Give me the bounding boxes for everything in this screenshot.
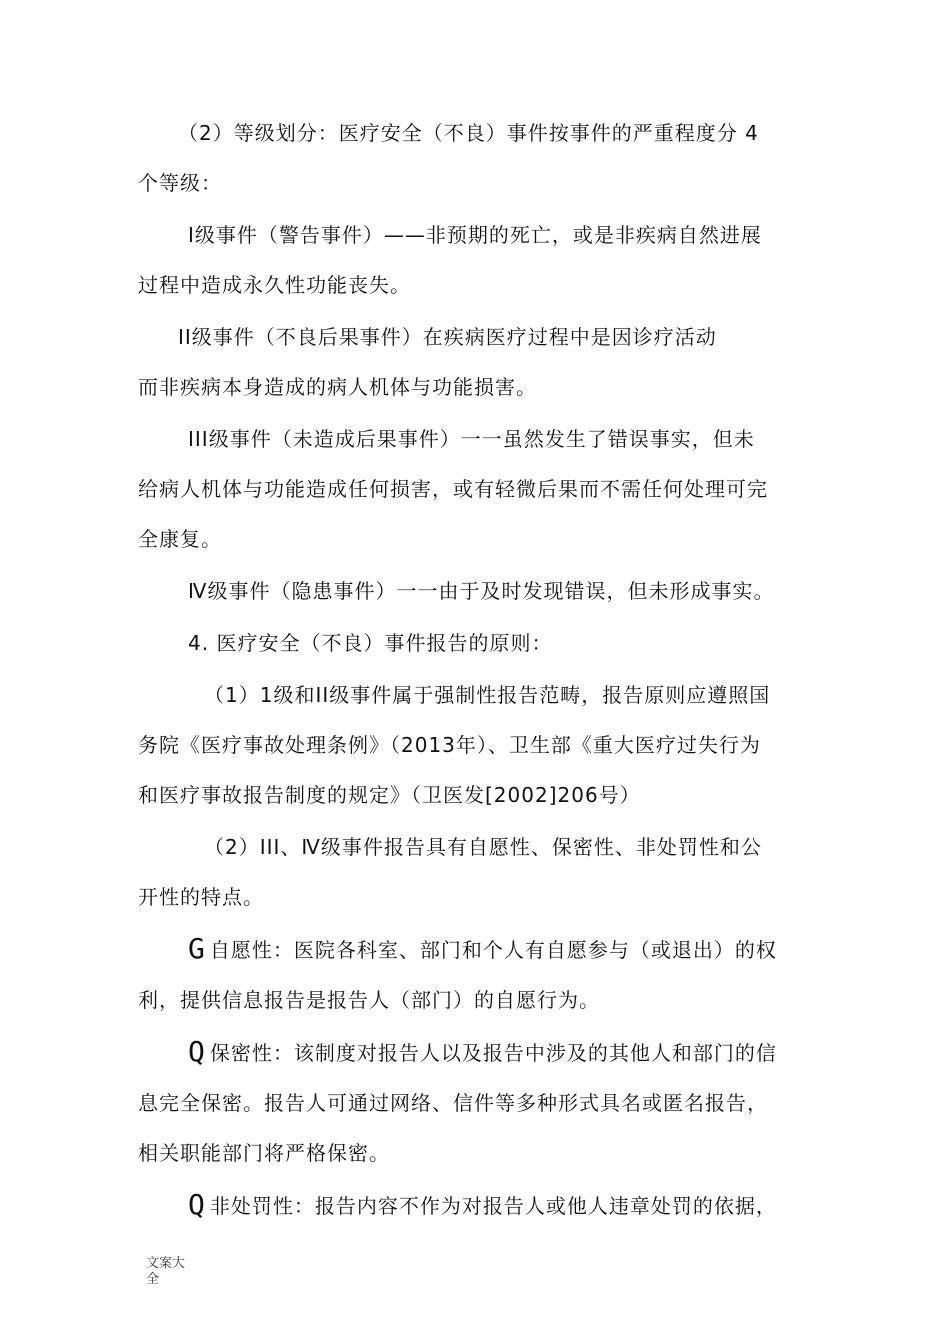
text-line <box>138 1027 818 1078</box>
paragraph-level-3 <box>138 414 818 564</box>
page-footer <box>146 1256 196 1288</box>
paragraph-level-4 <box>138 566 818 616</box>
bullet-marker: G <box>188 932 206 965</box>
document-body <box>138 108 818 1233</box>
paragraph-level-2 <box>138 312 818 412</box>
text-line: Ⅰ级事件（警告事件）——非预期的死亡，或是非疾病自然进展 <box>188 223 762 247</box>
paragraph-grading <box>138 108 818 208</box>
text-line: ⅠⅠⅠ级事件（未造成后果事件）一一虽然发生了错误事实，但未 <box>188 427 755 451</box>
text-line: 而非疾病本身造成的病人机体与功能损害。 <box>138 375 537 399</box>
bullet-marker: Q <box>188 1188 206 1221</box>
text-line: （2）ⅠⅠⅠ、Ⅳ级事件报告具有自愿性、保密性、非处罚性和公 <box>204 835 762 859</box>
paragraph-level-1 <box>138 210 818 310</box>
text-line: 非处罚性：报告内容不作为对报告人或他人违章处罚的依据， <box>209 1194 777 1218</box>
text-line <box>138 924 818 975</box>
paragraph-mandatory-reporting <box>138 670 818 820</box>
text-line: Ⅳ级事件（隐患事件）一一由于及时发现错误，但未形成事实。 <box>188 579 775 603</box>
text-line: 利，提供信息报告是报告人（部门）的自愿行为。 <box>138 988 600 1012</box>
text-line: 自愿性：医院各科室、部门和个人有自愿参与（或退出）的权 <box>209 938 777 962</box>
text-line: 保密性：该制度对报告人以及报告中涉及的其他人和部门的信 <box>209 1041 777 1065</box>
bullet-marker: Q <box>188 1035 206 1068</box>
text-line: （1）1级和ⅠⅠ级事件属于强制性报告范畴，报告原则应遵照国 <box>204 683 771 707</box>
text-line: 全康复。 <box>138 527 222 551</box>
text-line: 给病人机体与功能造成任何损害，或有轻微后果而不需任何处理可完 <box>138 477 768 501</box>
footer-line: 全 <box>146 1272 160 1287</box>
text-line: 相关职能部门将严格保密。 <box>138 1141 390 1165</box>
text-line: 个等级： <box>138 171 222 195</box>
text-line <box>138 1180 818 1231</box>
text-line: 开性的特点。 <box>138 885 264 909</box>
paragraph-voluntary-reporting <box>138 822 818 922</box>
paragraph-voluntariness <box>138 924 818 1025</box>
section-heading: 4. 医疗安全（不良）事件报告的原则： <box>188 631 553 655</box>
text-line: ⅠⅠ级事件（不良后果事件）在疾病医疗过程中是因诊疗活动 <box>178 325 717 349</box>
text-line: 息完全保密。报告人可通过网络、信件等多种形式具名或匿名报告， <box>138 1091 768 1115</box>
text-line: （2）等级划分：医疗安全（不良）事件按事件的严重程度分 4 <box>178 121 759 145</box>
paragraph-confidentiality <box>138 1027 818 1178</box>
paragraph-non-punitive <box>138 1180 818 1231</box>
text-line: 和医疗事故报告制度的规定》（卫医发[2002]206号） <box>138 783 641 807</box>
footer-line: 文案大 <box>146 1256 186 1271</box>
text-line: 过程中造成永久性功能丧失。 <box>138 273 411 297</box>
text-line: 务院《医疗事故处理条例》（2013年）、卫生部《重大医疗过失行为 <box>138 733 761 757</box>
paragraph-reporting-principles <box>138 618 818 668</box>
